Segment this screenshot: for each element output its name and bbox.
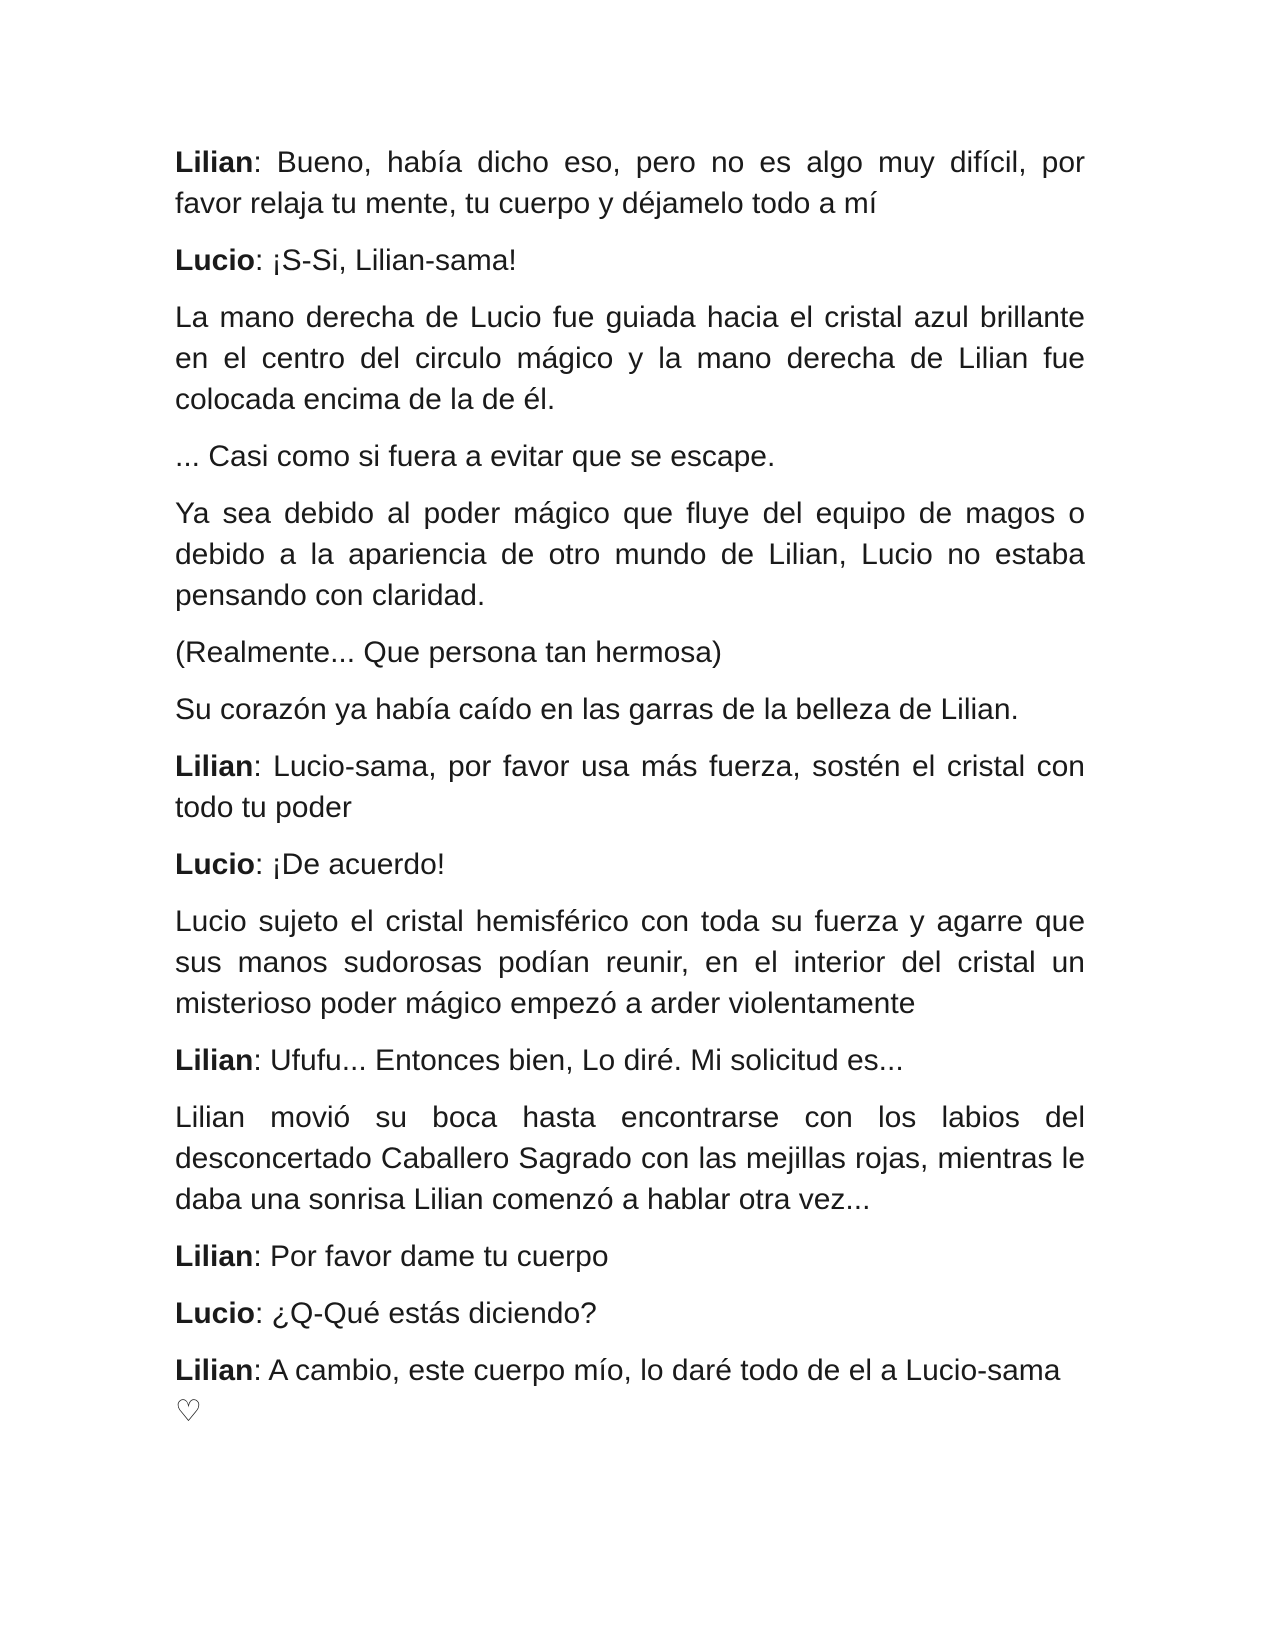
narration-paragraph: Su corazón ya había caído en las garras de la belleza de Lilian. <box>175 693 1019 726</box>
dialogue-text: : Por favor dame tu cuerpo <box>253 1240 609 1273</box>
speaker-name: Lilian <box>175 750 254 783</box>
narration-paragraph: (Realmente... Que persona tan hermosa) <box>175 636 722 669</box>
speaker-name: Lucio <box>175 848 255 881</box>
speaker-name: Lucio <box>175 244 255 277</box>
dialogue-text: : ¡S-Si, Lilian-sama! <box>255 244 517 277</box>
speaker-name: Lucio <box>175 1297 255 1330</box>
speaker-name: Lilian <box>175 1354 254 1387</box>
narration-paragraph: Lilian movió su boca hasta encontrarse con los labios del desconcertado Caballero Sagrado con las mejillas rojas, mientras le daba una sonrisa Lilian comenzó a hablar otra vez... <box>175 1101 1085 1216</box>
dialogue-paragraph <box>175 142 1085 224</box>
dialogue-paragraph <box>175 240 1085 281</box>
dialogue-text: : ¿Q-Qué estás diciendo? <box>255 1297 597 1330</box>
dialogue-text: : ¡De acuerdo! <box>255 848 446 881</box>
text-column <box>175 142 1085 1448</box>
dialogue-text: : Lucio-sama, por favor usa más fuerza, sostén el cristal con todo tu poder <box>175 750 1085 824</box>
narration-paragraph: Ya sea debido al poder mágico que fluye del equipo de magos o debido a la apariencia de otro mundo de Lilian, Lucio no estaba pensando con claridad. <box>175 497 1085 612</box>
dialogue-paragraph <box>175 1350 1085 1432</box>
dialogue-text: : A cambio, este cuerpo mío, lo daré todo de el a Lucio-sama ♡ <box>175 1354 1061 1428</box>
narration-paragraph: ... Casi como si fuera a evitar que se escape. <box>175 440 776 473</box>
dialogue-paragraph <box>175 1293 1085 1334</box>
speaker-name: Lilian <box>175 1240 254 1273</box>
dialogue-paragraph <box>175 1236 1085 1277</box>
speaker-name: Lilian <box>175 146 254 179</box>
narration-paragraph: Lucio sujeto el cristal hemisférico con toda su fuerza y agarre que sus manos sudorosas podían reunir, en el interior del cristal un misterioso poder mágico empezó a arder violentamente <box>175 905 1085 1020</box>
narration-paragraph: La mano derecha de Lucio fue guiada hacia el cristal azul brillante en el centro del circulo mágico y la mano derecha de Lilian fue colocada encima de la de él. <box>175 301 1085 416</box>
dialogue-text: : Ufufu... Entonces bien, Lo diré. Mi solicitud es... <box>253 1044 904 1077</box>
dialogue-text: : Bueno, había dicho eso, pero no es algo muy difícil, por favor relaja tu mente, tu cuerpo y déjamelo todo a mí <box>175 146 1085 220</box>
dialogue-paragraph <box>175 1040 1085 1081</box>
speaker-name: Lilian <box>175 1044 254 1077</box>
dialogue-paragraph <box>175 746 1085 828</box>
dialogue-paragraph <box>175 844 1085 885</box>
